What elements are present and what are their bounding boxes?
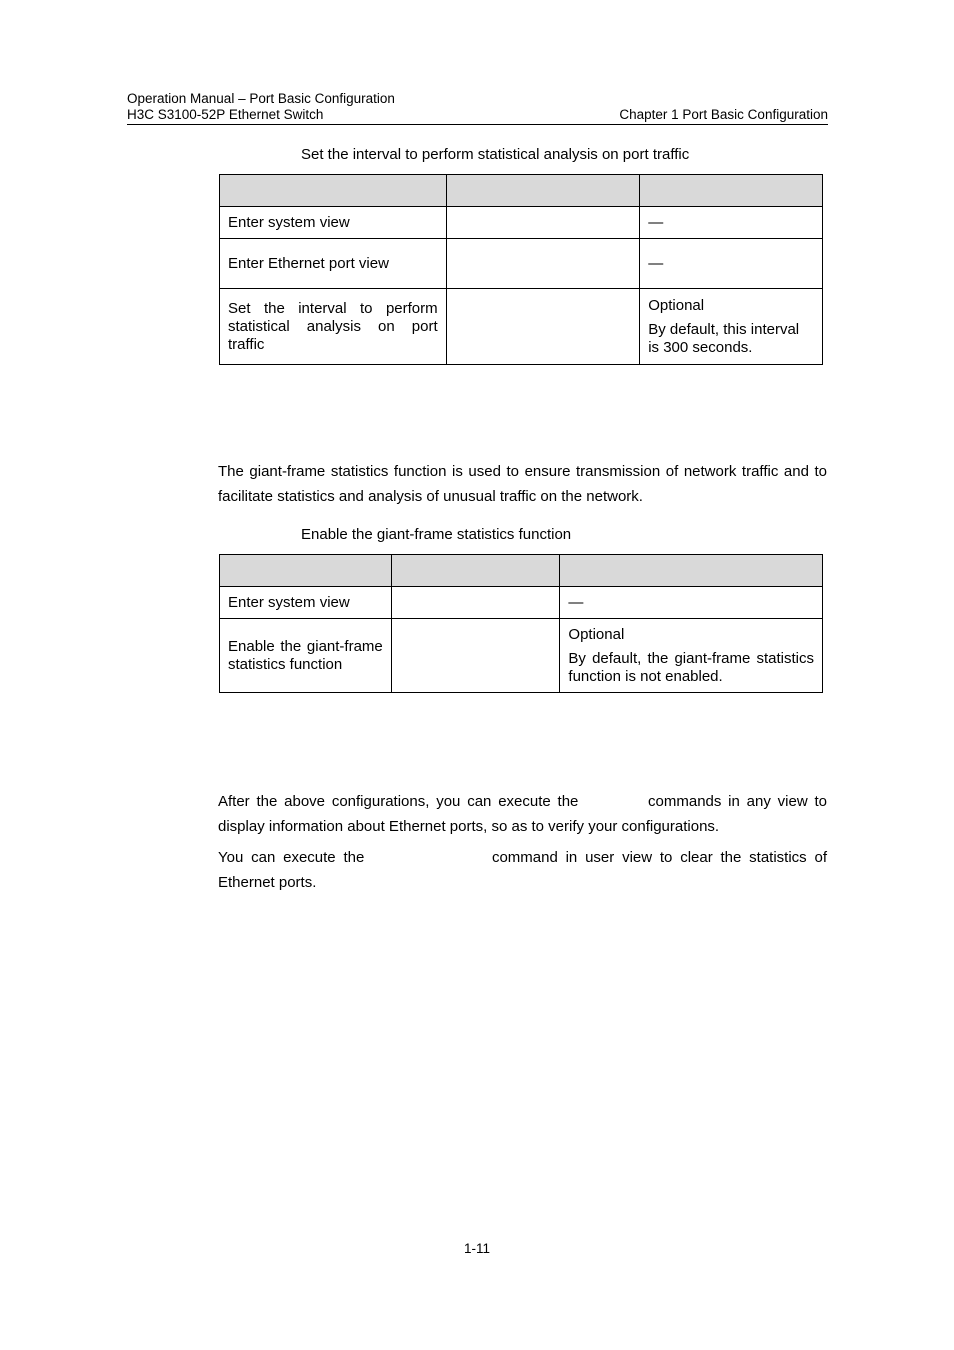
remarks-cell: — [640,239,823,289]
reset-text-after: command in user view to clear the statistics of Ethernet ports. [218,849,827,891]
header-chapter: Chapter 1 Port Basic Configuration [619,107,828,122]
operation-cell: Enter system view [220,587,392,619]
table-row [220,289,823,365]
header-cell [220,555,392,587]
remarks-cell [560,619,823,693]
command-cell [446,289,640,365]
remarks-cell: — [640,207,823,239]
header-line2 [127,107,828,122]
header-rule [127,124,828,125]
command-cell [446,207,640,239]
header-cell [560,555,823,587]
table1-caption: Set the interval to perform statistical analysis on port traffic [301,146,690,163]
command-cell [446,239,640,289]
table-row [220,239,823,289]
table-giant-frame [219,554,823,693]
page-number: 1-11 [463,1241,491,1256]
table-port-traffic-interval [219,174,823,365]
remarks-cell: — [560,587,823,619]
table-row [220,619,823,693]
operation-cell: Enter Ethernet port view [220,239,447,289]
header-manual-title: Operation Manual – Port Basic Configuration [127,91,395,106]
reset-paragraph [218,845,827,895]
header-cell [640,175,823,207]
header-cell [446,175,640,207]
header-product: H3C S3100-52P Ethernet Switch [127,107,324,122]
operation-cell: Enable the giant-frame statistics function [220,619,392,693]
operation-cell: Enter system view [220,207,447,239]
table-row [220,207,823,239]
table-header-row [220,555,823,587]
command-cell [391,619,560,693]
remarks-default: By default, this interval is 300 seconds. [648,320,800,356]
operation-cell: Set the interval to perform statistical analysis on port traffic [220,289,447,365]
display-paragraph [218,789,827,839]
table2-caption: Enable the giant-frame statistics function [301,526,572,543]
table-header-row [220,175,823,207]
command-cell [391,587,560,619]
remarks-cell [640,289,823,365]
header-cell [391,555,560,587]
remarks-default: By default, the giant-frame statistics function is not enabled. [568,649,814,685]
display-text-after: commands in any view to display information about Ethernet ports, so as to verify your configurations. [218,793,827,835]
giant-frame-paragraph: The giant-frame statistics function is used to ensure transmission of network traffic and to facilitate statistics and analysis of unusual traffic on the network. [218,463,827,505]
header-cell [220,175,447,207]
table-row [220,587,823,619]
remarks-optional: Optional [648,296,705,314]
remarks-optional: Optional [568,625,625,643]
display-text-before: After the above configurations, you can execute the [218,793,579,810]
reset-text-before: You can execute the [218,849,365,866]
